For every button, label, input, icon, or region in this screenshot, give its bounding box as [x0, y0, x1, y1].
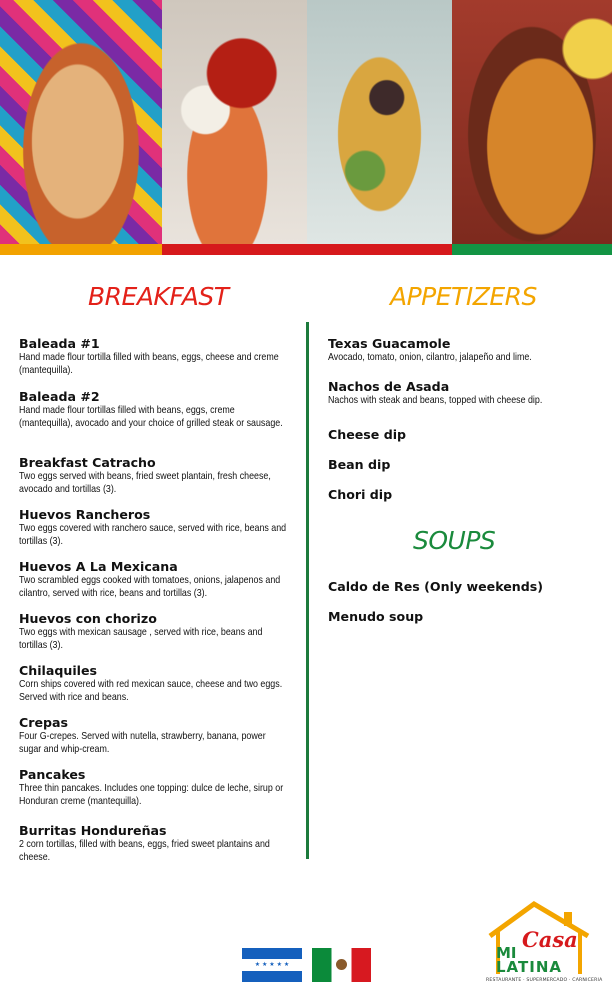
honduras-flag-icon [242, 948, 302, 982]
menu-item-huevos-con-chorizo [19, 611, 291, 663]
menu-item-huevos-rancheros [19, 507, 291, 559]
item-description: Two eggs covered with ranchero sauce, served with rice, beans and tortillas (3). [19, 523, 287, 547]
item-name: Pancakes [19, 767, 86, 782]
item-description: Hand made flour tortillas filled with beans, eggs, creme (mantequilla), avocado and your choice of grilled steak or sausage. [19, 405, 283, 429]
item-name: Cheese dip [328, 427, 407, 442]
mexico-emblem-icon [336, 959, 347, 970]
breakfast-menu [19, 336, 291, 864]
huevos-rancheros-photo [162, 0, 307, 244]
item-name: Huevos A La Mexicana [19, 559, 178, 574]
item-name: Caldo de Res (Only weekends) [328, 579, 544, 594]
menu-item-nachos-de-asada [328, 379, 606, 427]
item-description: 2 corn tortillas, filled with beans, eggs, fried sweet plantains and cheese. [19, 839, 270, 863]
item-description: Hand made flour tortilla filled with beans, eggs, cheese and creme (mantequilla). [19, 352, 279, 376]
item-name: Texas Guacamole [328, 336, 451, 351]
item-description: Avocado, tomato, onion, cilantro, jalapeño and lime. [328, 352, 532, 363]
appetizers-title: APPETIZERS [390, 282, 537, 311]
menu-item-burritas-hondurenas [19, 823, 291, 864]
mexico-flag-icon [312, 948, 371, 982]
mi-casa-latina-logo [484, 900, 603, 988]
green-stripe [452, 244, 612, 255]
menu-item-cheese-dip [328, 427, 606, 457]
item-name: Baleada #2 [19, 389, 100, 404]
item-name: Chilaquiles [19, 663, 97, 678]
baleada-photo [0, 0, 162, 244]
appetizers-menu [328, 336, 606, 624]
header-photo-strip [0, 0, 612, 256]
item-name: Burritas Hondureñas [19, 823, 167, 838]
soup-photo [452, 0, 612, 244]
flag-stars: ★ ★ ★ ★ ★ [254, 961, 290, 968]
menu-item-baleada-2 [19, 389, 291, 455]
menu-item-caldo-de-res [328, 579, 606, 609]
item-description: Four G-crepes. Served with nutella, strawberry, banana, power sugar and whip-cream. [19, 731, 266, 755]
orange-stripe [0, 244, 162, 255]
menu-item-chori-dip [328, 487, 606, 579]
menu-item-pancakes [19, 767, 291, 823]
item-description: Nachos with steak and beans, topped with cheese dip. [328, 395, 543, 406]
menu-item-chilaquiles [19, 663, 291, 715]
menu-item-bean-dip [328, 457, 606, 487]
item-description: Two eggs served with beans, fried sweet plantain, fresh cheese, avocado and tortillas (3). [19, 471, 271, 495]
column-divider [306, 322, 309, 859]
menu-item-baleada-1 [19, 336, 291, 389]
item-name: Nachos de Asada [328, 379, 450, 394]
item-name: Breakfast Catracho [19, 455, 156, 470]
menu-item-texas-guacamole [328, 336, 606, 379]
menu-item-menudo-soup [328, 609, 606, 624]
item-name: Baleada #1 [19, 336, 100, 351]
logo-mi: MI [496, 944, 517, 962]
item-description: Three thin pancakes. Includes one topping: dulce de leche, sirup or Honduran creme (mantequilla). [19, 783, 284, 807]
soups-title: SOUPS [413, 526, 496, 555]
item-name: Bean dip [328, 457, 391, 472]
item-name: Huevos Rancheros [19, 507, 151, 522]
item-description: Two eggs with mexican sausage , served with rice, beans and tortillas (3). [19, 627, 263, 651]
logo-latina: LATINA [496, 958, 562, 976]
item-name: Chori dip [328, 487, 393, 502]
menu-item-huevos-a-la-mexicana [19, 559, 291, 611]
menu-item-crepas [19, 715, 291, 767]
item-description: Corn ships covered with red mexican sauce, cheese and two eggs. Served with rice and beans. [19, 679, 283, 703]
logo-tagline: RESTAURANTE · SUPERMERCADO · CARNICERIA [486, 978, 603, 983]
red-stripe [162, 244, 452, 255]
menu-item-breakfast-catracho [19, 455, 291, 507]
nachos-photo [307, 0, 452, 244]
logo-casa: Casa [522, 927, 578, 952]
item-name: Crepas [19, 715, 69, 730]
item-description: Two scrambled eggs cooked with tomatoes, onions, jalapenos and cilantro, served with rice, beans and tortillas (3). [19, 575, 281, 599]
item-name: Huevos con chorizo [19, 611, 157, 626]
breakfast-title: BREAKFAST [88, 282, 229, 311]
item-name: Menudo soup [328, 609, 424, 624]
